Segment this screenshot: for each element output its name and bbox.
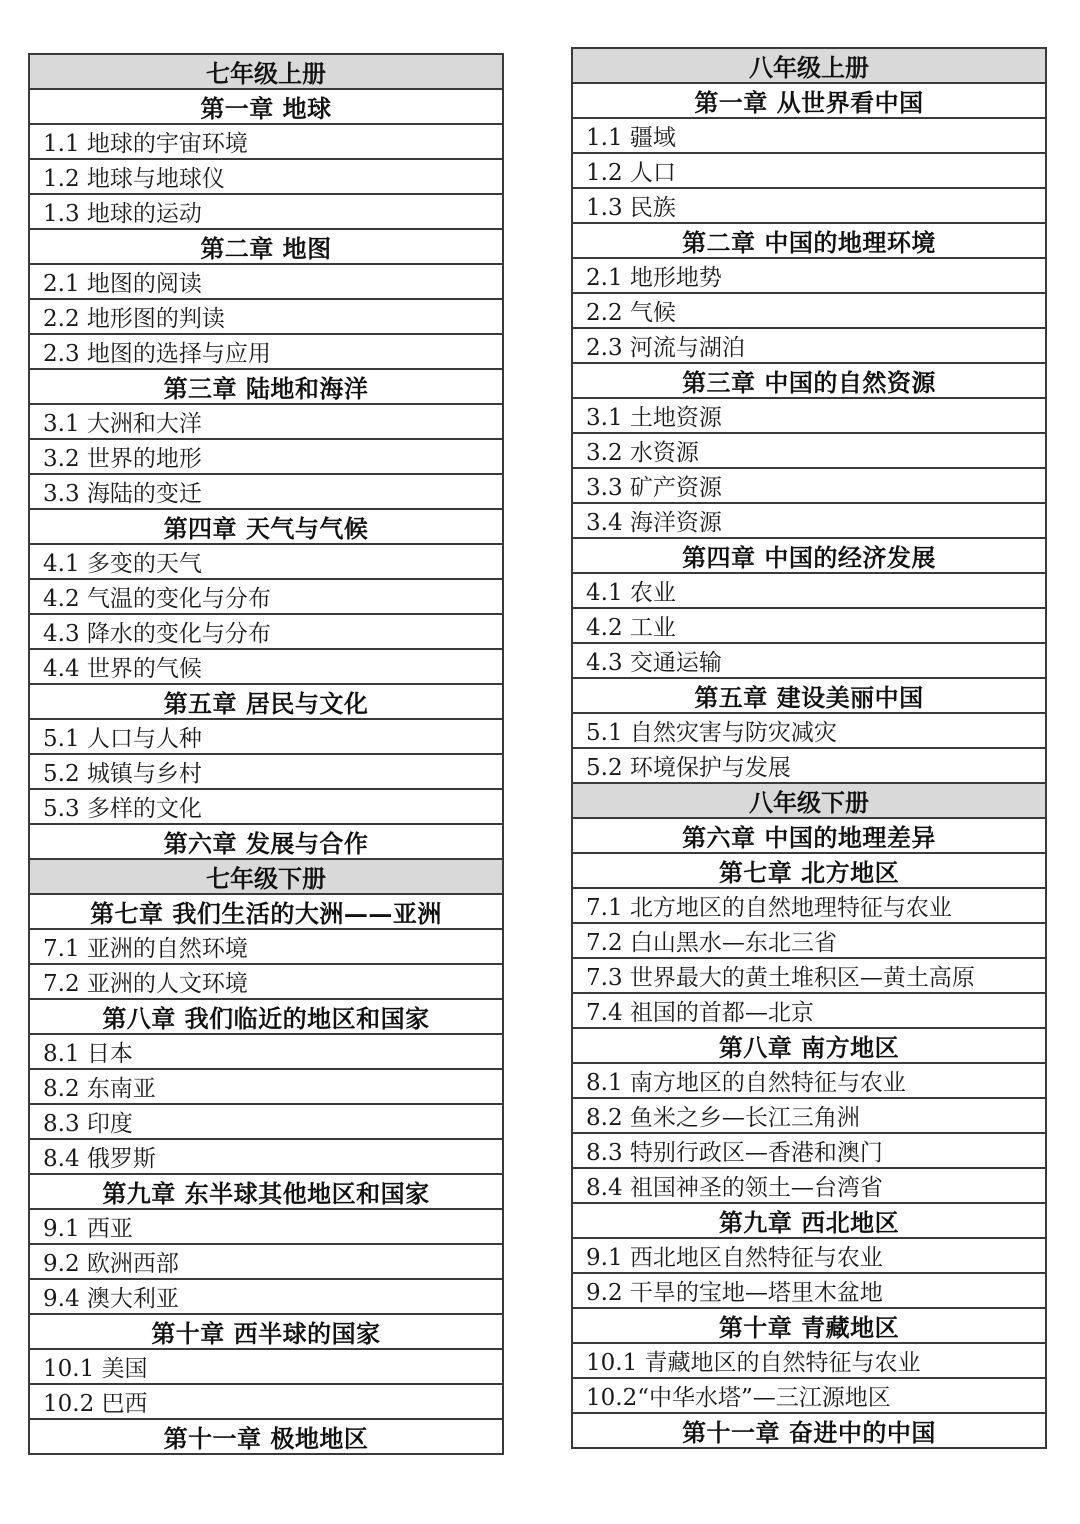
section-row: 1.1 地球的宇宙环境 — [30, 125, 502, 160]
chapter-heading: 第七章 我们生活的大洲——亚洲 — [30, 895, 502, 930]
chapter-heading: 第三章 中国的自然资源 — [573, 364, 1045, 399]
section-row: 2.1 地形地势 — [573, 259, 1045, 294]
section-row: 5.2 城镇与乡村 — [30, 755, 502, 790]
section-row: 2.2 气候 — [573, 294, 1045, 329]
section-row: 4.1 农业 — [573, 574, 1045, 609]
section-row: 7.3 世界最大的黄土堆积区—黄土高原 — [573, 959, 1045, 994]
section-row: 7.1 北方地区的自然地理特征与农业 — [573, 889, 1045, 924]
chapter-heading: 第十一章 奋进中的中国 — [573, 1414, 1045, 1449]
chapter-heading: 第十章 青藏地区 — [573, 1309, 1045, 1344]
section-row: 10.1 青藏地区的自然特征与农业 — [573, 1344, 1045, 1379]
chapter-heading: 第一章 地球 — [30, 90, 502, 125]
section-row: 5.1 自然灾害与防灾减灾 — [573, 714, 1045, 749]
grade-7-table — [28, 53, 504, 1455]
section-row: 2.1 地图的阅读 — [30, 265, 502, 300]
section-row: 3.4 海洋资源 — [573, 504, 1045, 539]
section-row: 8.1 南方地区的自然特征与农业 — [573, 1064, 1045, 1099]
section-row: 3.1 土地资源 — [573, 399, 1045, 434]
chapter-heading: 第九章 东半球其他地区和国家 — [30, 1175, 502, 1210]
section-row: 8.2 鱼米之乡—长江三角洲 — [573, 1099, 1045, 1134]
section-row: 2.3 河流与湖泊 — [573, 329, 1045, 364]
section-row: 9.4 澳大利亚 — [30, 1280, 502, 1315]
section-row: 9.2 干旱的宝地—塔里木盆地 — [573, 1274, 1045, 1309]
chapter-heading: 第六章 中国的地理差异 — [573, 819, 1045, 854]
section-row: 1.3 地球的运动 — [30, 195, 502, 230]
section-row: 10.2 巴西 — [30, 1385, 502, 1420]
grade-header: 七年级上册 — [30, 55, 502, 90]
grade-8-table — [571, 47, 1047, 1449]
section-row: 1.1 疆域 — [573, 119, 1045, 154]
section-row: 7.2 亚洲的人文环境 — [30, 965, 502, 1000]
chapter-heading: 第二章 中国的地理环境 — [573, 224, 1045, 259]
section-row: 7.2 白山黑水—东北三省 — [573, 924, 1045, 959]
chapter-heading: 第一章 从世界看中国 — [573, 84, 1045, 119]
section-row: 5.3 多样的文化 — [30, 790, 502, 825]
section-row: 2.3 地图的选择与应用 — [30, 335, 502, 370]
section-row: 10.1 美国 — [30, 1350, 502, 1385]
section-row: 8.4 祖国神圣的领土—台湾省 — [573, 1169, 1045, 1204]
section-row: 4.4 世界的气候 — [30, 650, 502, 685]
section-row: 1.2 人口 — [573, 154, 1045, 189]
section-row: 3.2 水资源 — [573, 434, 1045, 469]
chapter-heading: 第五章 建设美丽中国 — [573, 679, 1045, 714]
chapter-heading: 第七章 北方地区 — [573, 854, 1045, 889]
section-row: 2.2 地形图的判读 — [30, 300, 502, 335]
section-row: 1.3 民族 — [573, 189, 1045, 224]
grade-header: 八年级上册 — [573, 49, 1045, 84]
section-row: 5.2 环境保护与发展 — [573, 749, 1045, 784]
section-row: 4.2 工业 — [573, 609, 1045, 644]
section-row: 4.3 交通运输 — [573, 644, 1045, 679]
chapter-heading: 第四章 天气与气候 — [30, 510, 502, 545]
section-row: 8.2 东南亚 — [30, 1070, 502, 1105]
chapter-heading: 第九章 西北地区 — [573, 1204, 1045, 1239]
chapter-heading: 第十章 西半球的国家 — [30, 1315, 502, 1350]
section-row: 8.3 特别行政区—香港和澳门 — [573, 1134, 1045, 1169]
chapter-heading: 第十一章 极地地区 — [30, 1420, 502, 1455]
chapter-heading: 第五章 居民与文化 — [30, 685, 502, 720]
section-row: 9.2 欧洲西部 — [30, 1245, 502, 1280]
chapter-heading: 第六章 发展与合作 — [30, 825, 502, 860]
section-row: 8.3 印度 — [30, 1105, 502, 1140]
section-row: 1.2 地球与地球仪 — [30, 160, 502, 195]
grade-header: 八年级下册 — [573, 784, 1045, 819]
chapter-heading: 第二章 地图 — [30, 230, 502, 265]
section-row: 7.4 祖国的首都—北京 — [573, 994, 1045, 1029]
section-row: 7.1 亚洲的自然环境 — [30, 930, 502, 965]
section-row: 3.3 矿产资源 — [573, 469, 1045, 504]
section-row: 4.1 多变的天气 — [30, 545, 502, 580]
chapter-heading: 第八章 我们临近的地区和国家 — [30, 1000, 502, 1035]
chapter-heading: 第三章 陆地和海洋 — [30, 370, 502, 405]
section-row: 4.2 气温的变化与分布 — [30, 580, 502, 615]
section-row: 9.1 西亚 — [30, 1210, 502, 1245]
section-row: 3.1 大洲和大洋 — [30, 405, 502, 440]
chapter-heading: 第八章 南方地区 — [573, 1029, 1045, 1064]
section-row: 5.1 人口与人种 — [30, 720, 502, 755]
section-row: 3.3 海陆的变迁 — [30, 475, 502, 510]
section-row: 10.2“中华水塔”—三江源地区 — [573, 1379, 1045, 1414]
section-row: 4.3 降水的变化与分布 — [30, 615, 502, 650]
section-row: 8.4 俄罗斯 — [30, 1140, 502, 1175]
section-row: 3.2 世界的地形 — [30, 440, 502, 475]
grade-header: 七年级下册 — [30, 860, 502, 895]
section-row: 9.1 西北地区自然特征与农业 — [573, 1239, 1045, 1274]
section-row: 8.1 日本 — [30, 1035, 502, 1070]
chapter-heading: 第四章 中国的经济发展 — [573, 539, 1045, 574]
